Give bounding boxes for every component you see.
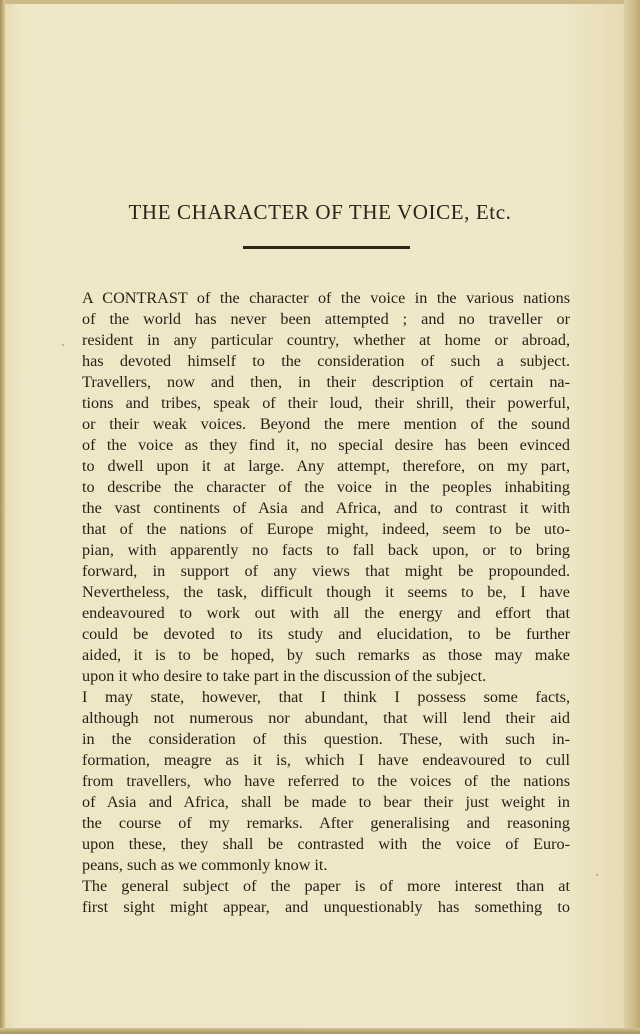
text-line: although not numerous nor abundant, that will lend their aid (82, 709, 570, 727)
text-line: I may state, however, that I think I possess some facts, (82, 688, 570, 706)
text-line: to dwell upon it at large. Any attempt, therefore, on my part, (82, 457, 570, 475)
text-line: from travellers, who have referred to the voices of the nations (82, 772, 570, 790)
text-line: aided, it is to be hoped, by such remarks as those may make (82, 646, 570, 664)
text-line: pian, with apparently no facts to fall back upon, or to bring (82, 541, 570, 559)
page-left-edge (0, 0, 5, 1034)
text-line: the vast continents of Asia and Africa, and to contrast it with (82, 499, 570, 517)
text-line: first sight might appear, and unquestionably has something to (82, 898, 570, 916)
text-line: Nevertheless, the task, difficult though it seems to be, I have (82, 583, 570, 601)
text-line: of Asia and Africa, shall be made to bear their just weight in (82, 793, 570, 811)
chapter-title: THE CHARACTER OF THE VOICE, Etc. (128, 200, 512, 224)
page-right-edge (624, 0, 640, 1034)
text-line: formation, meagre as it is, which I have endeavoured to cull (82, 751, 570, 769)
text-line: The general subject of the paper is of more interest than at (82, 877, 570, 895)
text-line: of the voice as they find it, no special desire has been evinced (82, 436, 570, 454)
text-line: in the consideration of this question. These, with such in- (82, 730, 570, 748)
text-line: forward, in support of any views that might be propounded. (82, 562, 570, 580)
text-line: has devoted himself to the consideration of such a subject. (82, 352, 570, 370)
text-line: or their weak voices. Beyond the mere mention of the sound (82, 415, 570, 433)
paper-speck (596, 874, 598, 876)
text-line: the course of my remarks. After generalising and reasoning (82, 814, 570, 832)
body-paragraphs (82, 288, 570, 918)
text-line: of the world has never been attempted ; and no traveller or (82, 310, 570, 328)
page-top-edge (0, 0, 640, 4)
page-bottom-edge (0, 1028, 640, 1034)
paper-speck (62, 344, 64, 346)
text-line: that of the nations of Europe might, indeed, seem to be uto- (82, 520, 570, 538)
title-rule (243, 246, 410, 249)
text-line: to describe the character of the voice in the peoples inhabiting (82, 478, 570, 496)
text-line: A CONTRAST of the character of the voice in the various nations (82, 289, 570, 307)
text-line: could be devoted to its study and elucidation, to be further (82, 625, 570, 643)
text-line: upon these, they shall be contrasted with the voice of Euro- (82, 835, 570, 853)
text-line: Travellers, now and then, in their description of certain na- (82, 373, 570, 391)
text-line: endeavoured to work out with all the energy and effort that (82, 604, 570, 622)
text-line: resident in any particular country, whether at home or abroad, (82, 331, 570, 349)
text-line: upon it who desire to take part in the discussion of the subject. (82, 667, 487, 685)
text-line: tions and tribes, speak of their loud, their shrill, their powerful, (82, 394, 570, 412)
text-line: peans, such as we commonly know it. (82, 856, 328, 874)
